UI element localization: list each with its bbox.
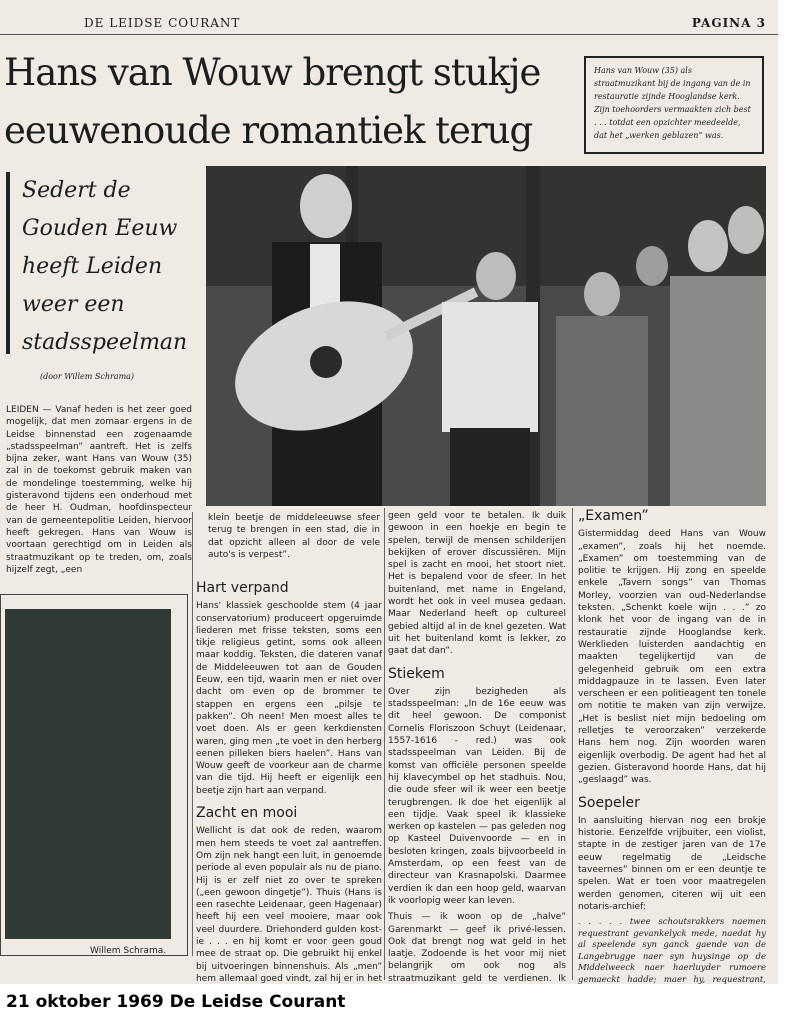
subheading-soepeler: Soepeler xyxy=(578,794,640,811)
column-rule xyxy=(572,508,573,980)
masthead-page-number: PAGINA 3 xyxy=(691,16,766,30)
photo-illustration xyxy=(206,166,766,506)
section-stiekem-text: Over zijn bezigheden als stadsspeelman: „In de 16e eeuw was dit heel gewoon. De componist Cornelis Floriszoon Schuyt (Leidenaar, 1557-1616 - red.) was ook stadsspeelman van Leiden. Bij de komst van officiële personen speelde hij klavecymbel op het stadhuis. Nou, die oude sfeer wil ik weer een beetje terugbrengen. Ik doe het eigenlijk al een tijdje. Vaak speel ik klassieke werken op kastelen — pas geleden nog op Kasteel Duivenvoorde — en in besloten kringen, zoals bijvoorbeeld in Amsterdam, op een feest van de directeur van Krasnapolski. Daarmee verdien ik dan een hoop geld, waarvan ik voorlopig weer kan leven. xyxy=(388,686,566,906)
subheading-zacht-en-mooi: Zacht en mooi xyxy=(196,805,298,822)
lead-paragraph: LEIDEN — Vanaf heden is het zeer goed mogelijk, dat men zomaar ergens in de Leidse binnenstad een zogenaamde „stadsspeelman” aantreft. Het is zelfs bijna zeker, want Hans van Wouw (35) zal in de toekomst gebruik maken van de mondelinge toestemming, welke hij gisteravond tijdens een onderhoud met de heer H. Oudman, hoofdinspecteur van de gemeentepolitie Leiden, hiervoor heeft gekregen. Hans van Wouw is voortaan gerechtigd om in Leiden als straatmuzikant op te treden, om, zoals hijzelf zegt, „een xyxy=(6,405,192,575)
kicker-line: Gouden Eeuw xyxy=(22,216,178,241)
column-2 xyxy=(196,572,382,984)
subheading-examen: „Examen” xyxy=(578,508,649,524)
kicker xyxy=(22,172,202,362)
headline-line-1: Hans van Wouw brengt stukje xyxy=(4,51,541,94)
column-4 xyxy=(578,510,766,984)
column-rule xyxy=(192,512,193,956)
section-soepeler-text: In aansluiting hiervan nog een brokje historie. Eenzelfde vrijbuiter, een violist, stapte in de zestiger jaren van de 17e eeuw regelmatig de „Leidsche taveernes” binnen om er een deuntje te spelen. Wat er toen voor maatregelen werden genomen, citeren wij uit een notaris-archief: xyxy=(578,815,766,912)
kicker-rule xyxy=(6,172,10,354)
section-examen-text: Gistermiddag deed Hans van Wouw „examen”, zoals hij het noemde. „Examen” om toestemming van de politie te krijgen. Hij zong en speelde enkele „Tavern songs” van Thomas Morley, voorzien van oud-Nederlandse teksten. „Schenkt koele wijn . . .” zo klonk het voor de ingang van de in restauratie zijnde Hooglandse kerk. Werklieden luisterden aandachtig en maakten tegelijkertijd van de gelegenheid gebruik om een extra middagpauze in te lassen. Even later verscheen er een politieagent ten tonele om notitie te maken van zijn verwijze. „Het is beslist niet mijn bedoeling om relletjes te veroorzaken” verzekerde Hans hem nog. Zijn woorden waren eigenlijk overbodig. De agent had het al gezien. Gisteravond hoorde Hans, dat hij „geslaagd” was. xyxy=(578,529,766,786)
archive-quote: . . . . . twee schoutsrakkers naemen requestrant gevankelyck mede, naedat hy al speelende syn ganck gaende van de Langebrugge naer syn huysinge op de Middelweeck naer haerluyder rumoere gemaeckt hadde; maer hy, requestrant, xyxy=(578,917,766,984)
kicker-line: Sedert de xyxy=(22,178,131,203)
subheading-stiekem: Stiekem xyxy=(388,665,445,682)
headline xyxy=(4,44,578,160)
clipping-date-caption: 21 oktober 1969 De Leidse Courant xyxy=(6,992,346,1012)
masthead-paper-name: DE LEIDSE COURANT xyxy=(84,16,241,30)
masthead xyxy=(0,12,778,35)
column-3 xyxy=(388,510,566,984)
subheading-hart-verpand: Hart verpand xyxy=(196,580,289,596)
byline: (door Willem Schrama) xyxy=(40,372,135,381)
section-zacht-en-mooi-text: Wellicht is dat ook de reden, waarom men hem steeds te voet zal aantreffen. Om zijn nek hangt een luit, in genoemde periode al even populair als nu de piano. Hij is er zelf niet zo over te spreken („een gewoon dingetje”). Thuis (Hans is een rasechte Leidenaar, geen Hagenaar) heeft hij een veel mooiere, maar ook veel duurdere. Driehonderd gulden kost-ie . . . en hij komt er voor geen goud mee de straat op. Die gebruikt hij enkel bij uitvoeringen binnenshuis. Als „men” hem allemaal goed vindt, zal hij er in het xyxy=(196,826,382,984)
kicker-line: heeft Leiden xyxy=(22,254,163,279)
ad-caption: Willem Schrama. xyxy=(90,946,167,956)
section-stiekem-text-2: Thuis — ik woon op de „halve” Garenmarkt — geef ik privé-lessen. Ook dat brengt nog wat geld in het laatje. Zodoende is het voor mij niet belangrijk om ook nog als straatmuzikant geld te verdienen. Ik xyxy=(388,912,566,984)
column-rule xyxy=(384,508,385,980)
col3-continuation: geen geld voor te betalen. Ik duik gewoon in een hoekje en begin te spelen, terwijl de mensen schilderijen bekijken of erover discussiëren. Mijn spel is zacht en mooi, het stoort niet. Het is bepalend voor de sfeer. In het buitenland, met name in Engeland, wordt het ook in veel musea gedaan. Maar Nederland heeft op cultureel gebied altijd al in de knel gezeten. Wat uit het buitenland komt is lekker, zo gaat dat dan”. xyxy=(388,511,566,657)
headline-line-2: eeuwenoude romantiek terug xyxy=(4,109,533,152)
advertisement-image xyxy=(5,609,171,939)
advertisement-box xyxy=(0,594,188,956)
kicker-line: stadsspeelman xyxy=(22,330,188,355)
photo-lute-player xyxy=(206,166,766,506)
photo-caption-box: Hans van Wouw (35) als straatmuzikant bij de ingang van de in restauratie zijnde Hooglandse kerk. Zijn toehoorders vermaakten zich best . . . totdat een opzichter meedeelde, dat het „werken geblazen” was. xyxy=(584,56,764,154)
kicker-line: weer een xyxy=(22,292,125,317)
col2-continuation: klein beetje de middeleeuwse sfeer terug te brengen in een stad, die in dat opzicht alleen al door de vele auto's is verpest”. xyxy=(208,513,380,560)
section-hart-verpand-text: Hans' klassiek geschoolde stem (4 jaar conservatorium) produceert opgeruimde liederen met frisse teksten, soms een tikje religieus getint, soms ook alleen maar koddig. Teksten, die dateren vanaf de Middeleeuwen tot aan de Gouden Eeuw, een tijd, waarin men er niet over dacht om even op de brommer te stappen en ergens een „pilsje te pakken”. Oh neen! Men moest alles te voet doen. Als er geen kerkdiensten waren, ging men „te voet in den herberg eenen pilleken biers haelen”. Hans van Wouw geeft de voorkeur aan de charme van die tijd. Hij heeft er eigenlijk een beetje zijn hart aan verpand. xyxy=(196,601,382,796)
